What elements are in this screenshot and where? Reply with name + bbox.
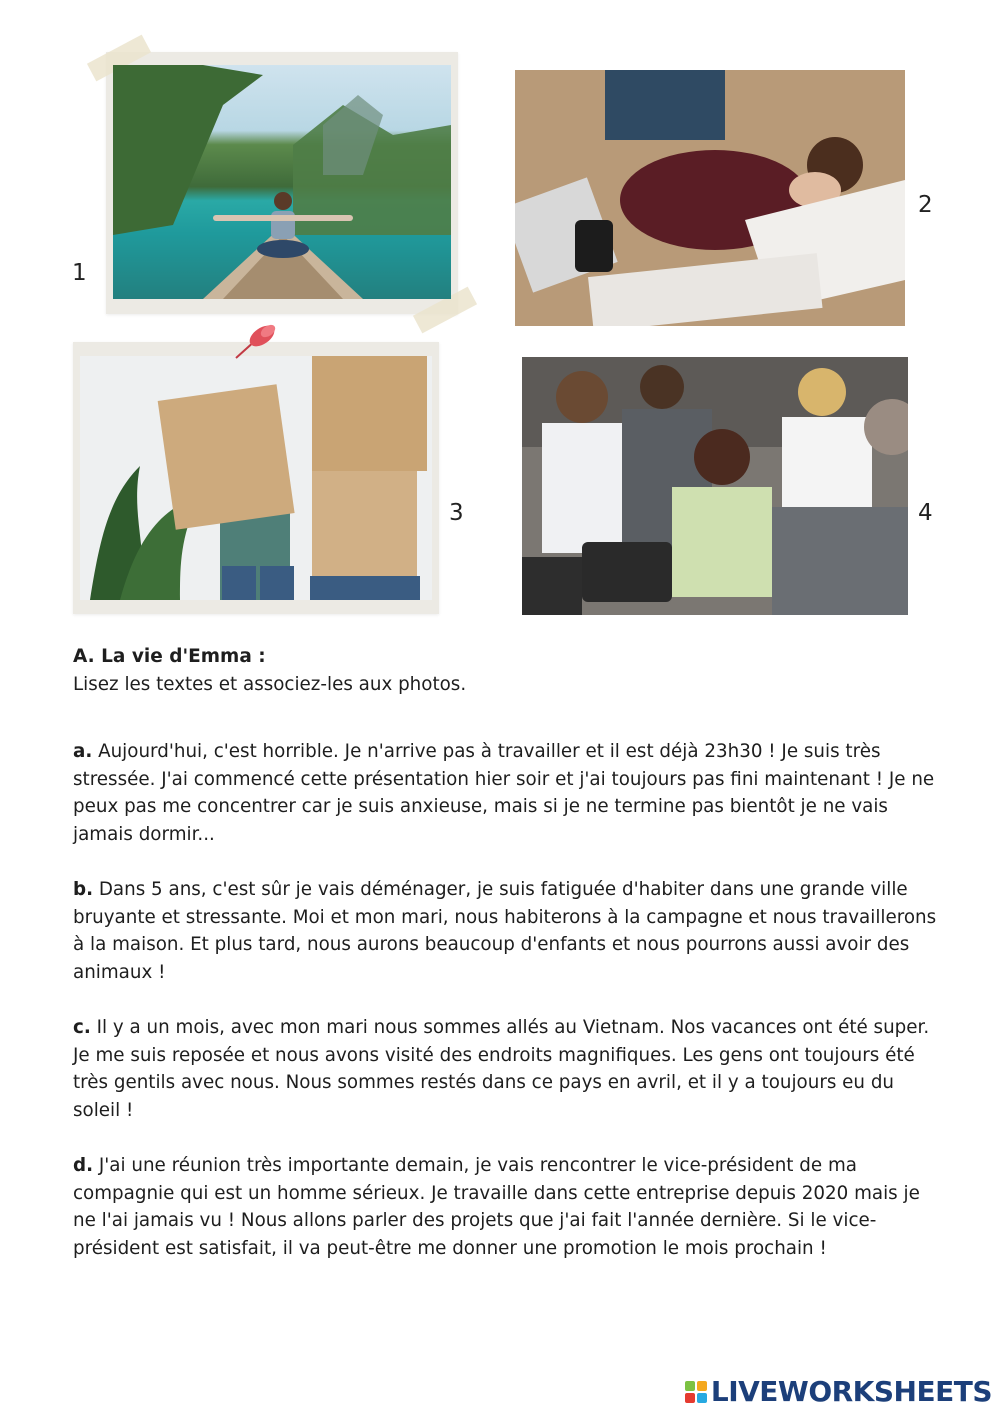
photo-3-moving-boxes [80, 356, 432, 600]
photo-2-tired-at-desk [515, 70, 905, 326]
pushpin-icon [232, 322, 282, 362]
logo-grid-cell-orange [697, 1381, 707, 1391]
section-instruction: Lisez les textes et associez-les aux photos. [73, 674, 467, 695]
section-heading: A. La vie d'Emma : [73, 646, 266, 667]
logo-grid-icon [685, 1381, 707, 1403]
logo-grid-cell-green [685, 1381, 695, 1391]
text-c-letter: c. [73, 1017, 91, 1038]
text-a-letter: a. [73, 741, 93, 762]
photo-1-lagoon-boat [113, 65, 451, 299]
text-d-body: J'ai une réunion très importante demain, je vais rencontrer le vice-président de ma compagnie qui est un homme sérieux. Je travaille dans cette entreprise depuis 2020 mais je ne l'ai jamais vu ! Nous allons parler des projets que j'ai fait l'année dernière. Si le vice-président est satisfait, il va peut-être me donner une promotion le mois prochain ! [73, 1155, 920, 1259]
photo-number-4: 4 [918, 500, 933, 526]
text-b-letter: b. [73, 879, 94, 900]
text-b [73, 876, 943, 986]
text-c-body: Il y a un mois, avec mon mari nous sommes allés au Vietnam. Nos vacances ont été super. Je me suis reposée et nous avons visité des endroits magnifiques. Les gens ont toujours été très gentils avec nous. Nous sommes restés dans ce pays en avril, et il y a toujours eu du soleil ! [73, 1017, 930, 1121]
meeting-scene [522, 357, 908, 615]
photo-4-business-meeting [522, 357, 908, 615]
text-a-body: Aujourd'hui, c'est horrible. Je n'arrive pas à travailler et il est déjà 23h30 ! Je suis très stressée. J'ai commencé cette présentation hier soir et j'ai toujours pas fini maintenant ! Je ne peux pas me concentrer car je suis anxieuse, mais si je ne termine pas bientôt je ne vais jamais dormir... [73, 741, 935, 845]
text-d-letter: d. [73, 1155, 94, 1176]
logo-grid-cell-cyan [697, 1393, 707, 1403]
logo-grid-cell-red [685, 1393, 695, 1403]
photo-number-1: 1 [72, 260, 87, 286]
photo-number-2: 2 [918, 192, 933, 218]
desk-scene [515, 70, 905, 326]
logo-text: LIVEWORKSHEETS [710, 1375, 992, 1408]
boxes-scene [80, 356, 432, 600]
text-d [73, 1152, 943, 1262]
lagoon-scene [113, 65, 451, 299]
text-a [73, 738, 943, 848]
liveworksheets-logo[interactable] [685, 1375, 992, 1408]
photo-number-3: 3 [449, 500, 464, 526]
text-b-body: Dans 5 ans, c'est sûr je vais déménager, je suis fatiguée d'habiter dans une grande ville bruyante et stressante. Moi et mon mari, nous habiterons à la campagne et nous travaillerons à la maison. Et plus tard, nous aurons beaucoup d'enfants et nous pourrons aussi avoir des animaux ! [73, 879, 937, 983]
text-c [73, 1014, 943, 1124]
